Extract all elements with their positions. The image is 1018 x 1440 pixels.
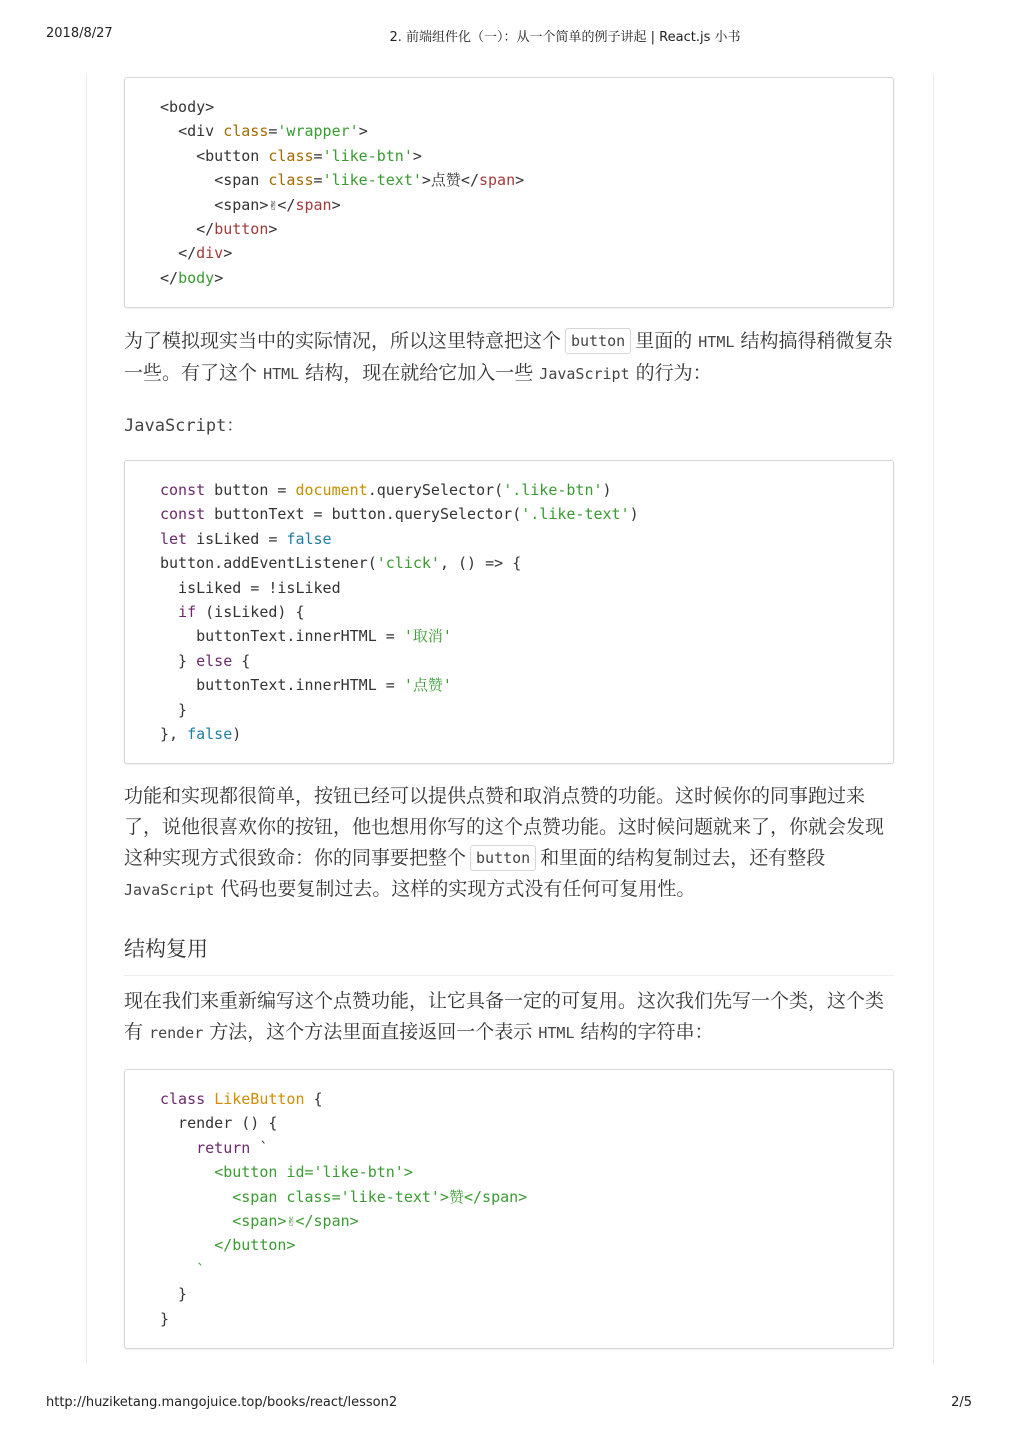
code-line	[160, 1209, 893, 1233]
code-line	[160, 478, 893, 502]
code-token: >	[331, 195, 341, 214]
text-run: 为了模拟现实当中的实际情况，所以这里特意把这个	[124, 330, 562, 352]
code-line	[160, 119, 893, 143]
inline-code: JavaScript	[124, 881, 215, 899]
inline-code: button	[470, 845, 536, 871]
code-token: class	[160, 1090, 206, 1108]
code-token: , () => {	[439, 554, 522, 573]
inline-code: render	[149, 1024, 204, 1042]
code-token: >	[268, 219, 278, 238]
text-run: 结构的字符串：	[580, 1021, 714, 1043]
inline-code: HTML	[538, 1024, 575, 1042]
code-token: button	[214, 219, 269, 238]
code-token: <div	[178, 122, 224, 141]
code-token: >✌</	[259, 195, 296, 214]
inline-code: JavaScript	[539, 365, 630, 383]
code-token: div	[196, 244, 224, 263]
code-line	[160, 241, 893, 265]
paragraph-reuse	[124, 986, 899, 1049]
code-token: 'like-btn'	[322, 146, 413, 165]
code-token: <body>	[160, 98, 215, 116]
code-token: >	[223, 244, 233, 263]
code-token: )	[232, 724, 242, 743]
code-line	[160, 1160, 893, 1184]
text-run: 结构搞得稍微复杂一些。有了这个	[124, 330, 893, 384]
code-token: <button	[196, 146, 269, 165]
page-url: http://huziketang.mangojuice.top/books/react/lesson2	[46, 1395, 398, 1410]
code-line	[160, 144, 893, 168]
code-line	[160, 266, 893, 290]
code-token: buttonText.innerHTML =	[160, 676, 404, 695]
code-token: false	[187, 724, 233, 743]
code-line	[160, 95, 893, 119]
code-token: {	[232, 651, 251, 670]
code-line	[160, 1087, 893, 1111]
code-token: document	[295, 481, 368, 499]
code-token: =	[268, 122, 278, 141]
text-run: 结构，现在就给它加入一些	[305, 362, 534, 384]
code-token: <button id='like-btn'>	[214, 1163, 413, 1182]
code-token: 'like-text'	[322, 171, 422, 190]
code-line: }	[160, 1285, 188, 1304]
code-token: span	[295, 195, 332, 214]
text-run: 的行为：	[635, 362, 712, 384]
code-line: isLiked = !isLiked	[160, 578, 341, 597]
code-token: '点赞'	[403, 676, 452, 695]
code-token: if	[178, 602, 197, 621]
code-token: class	[268, 171, 314, 190]
code-token: class	[223, 122, 269, 141]
code-token: =	[313, 171, 323, 190]
text-run: 代码也要复制过去。这样的实现方式没有任何可复用性。	[220, 878, 696, 900]
code-token: }	[160, 651, 197, 670]
code-token: >	[412, 146, 422, 165]
code-line	[160, 722, 893, 746]
code-token: span	[479, 171, 516, 190]
code-token: LikeButton	[214, 1090, 305, 1108]
code-token: },	[160, 724, 188, 743]
code-token: >	[214, 268, 224, 287]
javascript-label: JavaScript：	[124, 416, 244, 436]
page-title: 2. 前端组件化（一）：从一个简单的例子讲起 | React.js 小书	[389, 30, 741, 45]
code-line	[160, 1233, 893, 1257]
code-line	[160, 217, 893, 241]
code-token: buttonText.innerHTML =	[160, 627, 404, 646]
code-token: let	[160, 529, 188, 548]
page-number: 2/5	[951, 1395, 972, 1410]
code-token: <span class='like-text'>赞</span>	[232, 1187, 528, 1206]
code-line	[160, 673, 893, 697]
code-token: body	[178, 268, 215, 287]
print-date: 2018/8/27	[46, 26, 113, 41]
code-line: }	[160, 1309, 170, 1328]
code-block-class	[124, 1069, 894, 1349]
code-token: else	[196, 651, 233, 670]
text-run: 里面的	[635, 330, 693, 352]
code-token: '.like-text'	[521, 505, 630, 524]
code-token: const	[160, 481, 206, 499]
code-token: </button>	[214, 1236, 296, 1255]
code-line	[160, 168, 893, 192]
inline-code: HTML	[263, 365, 300, 383]
code-token: =	[313, 146, 323, 165]
code-token: {	[304, 1090, 323, 1108]
code-token: <span	[214, 195, 260, 214]
code-token: .querySelector(	[367, 481, 504, 499]
code-token: >点赞</	[421, 171, 479, 190]
code-token: buttonText = button.querySelector(	[205, 505, 522, 524]
code-token: </	[160, 268, 179, 287]
code-line: }	[160, 700, 188, 719]
code-block-javascript	[124, 460, 894, 764]
paragraph-intro	[124, 326, 899, 390]
code-token: `	[196, 1260, 206, 1279]
code-token: )	[602, 481, 612, 499]
code-token: button.addEventListener(	[160, 554, 377, 573]
paragraph-problem	[124, 781, 899, 906]
code-token: false	[286, 529, 332, 548]
code-line	[160, 649, 893, 673]
code-token: class	[268, 146, 314, 165]
code-line: render () {	[160, 1114, 278, 1133]
code-token: </	[178, 244, 197, 263]
code-line	[160, 600, 893, 624]
code-line	[160, 1136, 893, 1160]
code-token: 'wrapper'	[277, 122, 359, 141]
inline-code: HTML	[698, 333, 735, 351]
text-run: 现在我们来重新编写这个点赞功能，让它具备一定的可复用。这次我们先写一个类，这个类有	[124, 990, 885, 1043]
code-token: isLiked =	[187, 529, 287, 548]
code-token: const	[160, 505, 206, 524]
code-line	[160, 502, 893, 526]
code-token: >	[358, 122, 368, 141]
code-token: 'click'	[376, 554, 440, 573]
code-line	[160, 1185, 893, 1209]
text-run: 方法，这个方法里面直接返回一个表示	[209, 1021, 533, 1043]
code-token: return	[196, 1138, 251, 1157]
code-token: '.like-btn'	[503, 481, 603, 499]
code-token: </	[196, 219, 215, 238]
code-token: '取消'	[403, 627, 452, 646]
inline-code: button	[565, 328, 631, 354]
code-line	[160, 1258, 893, 1282]
code-token: `	[250, 1138, 269, 1157]
code-token: )	[629, 505, 639, 524]
code-line	[160, 527, 893, 551]
code-token: (isLiked) {	[196, 602, 305, 621]
text-run: 功能和实现都很简单，按钮已经可以提供点赞和取消点赞的功能。这时候你的同事跑过来了，说他很喜欢你的按钮，他也想用你写的这个点赞功能。这时候问题就来了，你就会发现这种实现方式很致命：你的同事要把整个	[124, 785, 885, 869]
section-heading: 结构复用	[124, 933, 894, 976]
code-token: button =	[205, 481, 296, 499]
code-line	[160, 551, 893, 575]
text-run: 和里面的结构复制过去，还有整段	[540, 847, 826, 869]
code-line	[160, 624, 893, 648]
code-token: >	[515, 171, 525, 190]
code-token: <span	[214, 171, 269, 190]
code-block-html	[124, 77, 894, 308]
code-token: <span>✌</span>	[232, 1211, 359, 1230]
code-line	[160, 193, 893, 217]
